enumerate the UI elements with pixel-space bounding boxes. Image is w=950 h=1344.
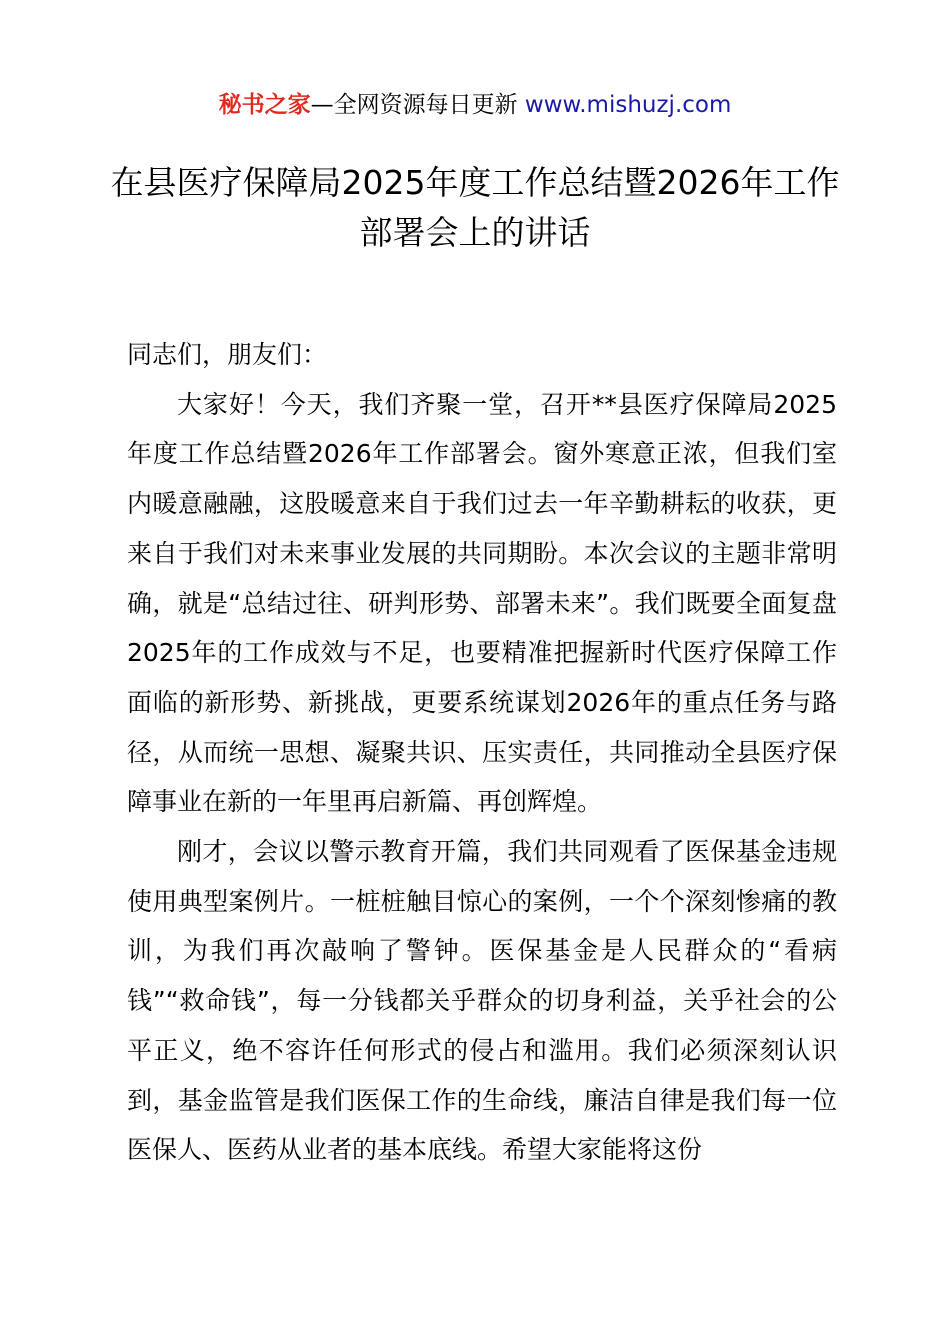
document-title: 在县医疗保障局2025年度工作总结暨2026年工作部署会上的讲话	[110, 163, 840, 252]
document-body	[127, 330, 837, 1175]
salutation: 同志们，朋友们：	[127, 340, 328, 369]
site-tagline: —全网资源每日更新	[310, 92, 518, 118]
site-header	[0, 88, 950, 122]
paragraph-2: 刚才，会议以警示教育开篇，我们共同观看了医保基金违规使用典型案例片。一桩桩触目惊心的案例，一个个深刻惨痛的教训，为我们再次敲响了警钟。医保基金是人民群众的“看病钱”“救命钱”，每一分钱都关乎群众的切身利益，关乎社会的公平正义，绝不容许任何形式的侵占和滥用。我们必须深刻认识到，基金监管是我们医保工作的生命线，廉洁自律是我们每一位医保人、医药从业者的基本底线。希望大家能将这份	[127, 837, 837, 1165]
paragraph-1: 大家好！今天，我们齐聚一堂，召开**县医疗保障局2025年度工作总结暨2026年工作部署会。窗外寒意正浓，但我们室内暖意融融，这股暖意来自于我们过去一年辛勤耕耘的收获，更来自于我们对未来事业发展的共同期盼。本次会议的主题非常明确，就是“总结过往、研判形势、部署未来”。我们既要全面复盘2025年的工作成效与不足，也要精准把握新时代医疗保障工作面临的新形势、新挑战，更要系统谋划2026年的重点任务与路径，从而统一思想、凝聚共识、压实责任，共同推动全县医疗保障事业在新的一年里再启新篇、再创辉煌。	[127, 389, 837, 817]
site-brand: 秘书之家	[218, 92, 311, 118]
site-url[interactable]: www.mishuzj.com	[524, 92, 732, 118]
